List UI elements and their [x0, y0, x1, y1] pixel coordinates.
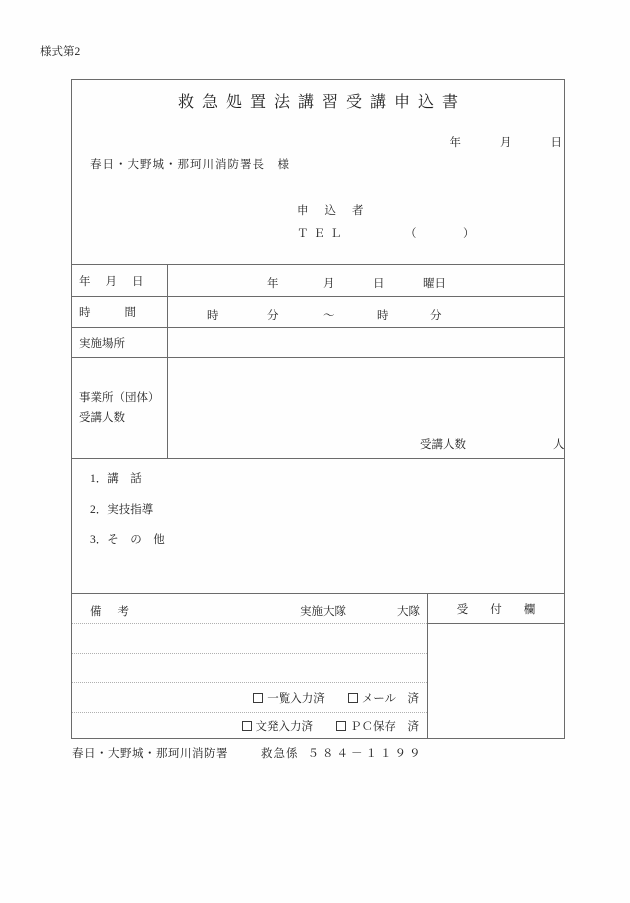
squad-label: 実施大隊 [300, 606, 346, 618]
checkbox-row-1 [72, 683, 427, 713]
tel-open-paren: （ [405, 228, 417, 240]
methods-section [72, 458, 564, 593]
application-date-line [450, 138, 563, 150]
time-unit-hour-end: 時 [377, 310, 389, 322]
form-code-label: 様式第2 [40, 46, 81, 58]
reception-blank-area [428, 624, 564, 738]
applicant-label: 申込者 [297, 205, 380, 217]
reception-header-label: 受付欄 [428, 594, 564, 624]
checkbox-item-pc-saved [336, 718, 419, 734]
remarks-label: 備考 [90, 606, 145, 618]
time-unit-hour-start: 時 [207, 310, 219, 322]
method-item-other: 3．そ の 他 [90, 534, 165, 546]
checkbox-item-list-entered [253, 690, 325, 706]
form-title: 救急処置法講習受講申込書 [177, 94, 466, 111]
location-row [72, 327, 564, 357]
date-month-label: 月 [500, 137, 512, 149]
tel-label: ＴＥＬ [297, 228, 347, 240]
checkbox-label: 一覧入力済 [267, 692, 325, 705]
date-unit-day: 日 [373, 278, 385, 290]
remarks-header-row [72, 594, 427, 624]
method-item-lecture: 1．講 話 [90, 473, 142, 485]
reception-column [428, 594, 564, 738]
checkbox-label: メール 済 [361, 692, 419, 705]
location-row-label: 実施場所 [72, 328, 168, 357]
location-blank-field [168, 328, 564, 357]
form-box [71, 79, 565, 739]
checkbox-icon [242, 721, 252, 731]
date-unit-weekday: 曜日 [423, 278, 446, 290]
time-range-tilde: ～ [323, 310, 335, 322]
time-unit-minute-start: 分 [267, 310, 279, 322]
date-row-label: 年月日 [72, 265, 168, 296]
checkbox-item-doc-entered [242, 718, 314, 734]
attendee-count-unit: 人 [553, 439, 565, 451]
squad-unit-label: 大隊 [397, 606, 420, 618]
attendee-count-label: 受講人数 [420, 439, 466, 451]
organization-row-label [72, 358, 168, 458]
time-row-content [168, 297, 564, 327]
footer-dept-name: 救急係 [261, 748, 299, 760]
time-row-label: 時間 [72, 297, 168, 327]
addressee-label: 春日・大野城・那珂川消防署長 様 [90, 159, 290, 171]
footer-phone: ５８４－１１９９ [307, 748, 424, 760]
tel-close-paren: ） [463, 228, 475, 240]
footer-org-name: 春日・大野城・那珂川消防署 [72, 748, 228, 760]
remarks-left-column [72, 594, 428, 738]
organization-blank-field [168, 358, 564, 458]
time-row [72, 296, 564, 327]
tel-line [72, 229, 564, 243]
date-row-content [168, 265, 564, 296]
date-day-label: 日 [550, 137, 562, 149]
checkbox-item-mail-done [348, 690, 419, 706]
time-unit-minute-end: 分 [430, 310, 442, 322]
organization-label-line2: 受講人数 [79, 412, 125, 424]
checkbox-row-2 [72, 713, 427, 738]
checkbox-icon [336, 721, 346, 731]
checkbox-icon [348, 693, 358, 703]
organization-label-line1: 事業所（団体） [79, 391, 160, 404]
footer-contact-line [72, 745, 424, 761]
remarks-blank-row-1 [72, 624, 427, 654]
date-unit-month: 月 [323, 278, 335, 290]
date-year-label: 年 [449, 137, 461, 149]
method-item-practice: 2．実技指導 [90, 504, 154, 516]
date-row [72, 264, 564, 296]
remarks-section [72, 593, 564, 738]
checkbox-label: 文発入力済 [255, 720, 313, 733]
remarks-blank-row-2 [72, 654, 427, 683]
organization-row [72, 357, 564, 458]
date-unit-year: 年 [267, 278, 279, 290]
checkbox-label: ＰＣ保存 済 [350, 720, 419, 733]
checkbox-icon [253, 693, 263, 703]
